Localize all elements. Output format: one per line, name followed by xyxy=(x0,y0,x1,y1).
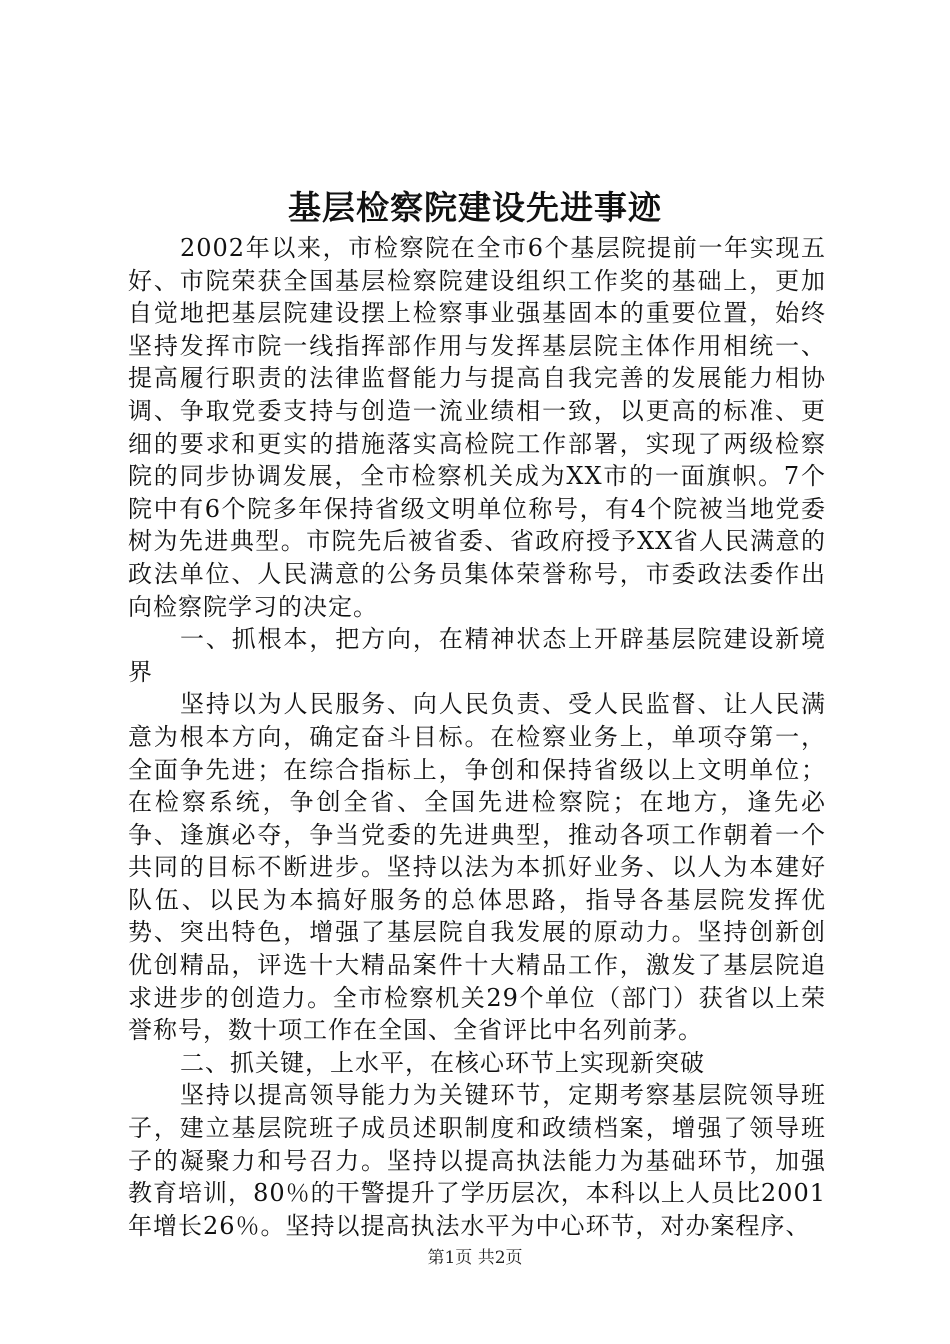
section-heading-2: 二、抓关键，上水平，在核心环节上实现新突破 xyxy=(180,1048,705,1077)
paragraph-section-1: 坚持以为人民服务、向人民负责、受人民监督、让人民满意为根本方向，确定奋斗目标。在检察业务上，单项夺第一，全面争先进；在综合指标上，争创和保持省级以上文明单位；在检察系统，争创全省、全国先进检察院；在地方，逢先必争、逢旗必夺，争当党委的先进典型，推动各项工作朝着一个共同的目标不断进步。坚持以法为本抓好业务、以人为本建好队伍、以民为本搞好服务的总体思路，指导各基层院发挥优势、突出特色，增强了基层院自我发展的原动力。坚持创新创优创精品，评选十大精品案件十大精品工作，激发了基层院追求进步的创造力。全市检察机关29个单位（部门）获省以上荣誉称号，数十项工作在全国、全省评比中名列前茅。 xyxy=(128,690,826,1045)
paragraph-section-2: 坚持以提高领导能力为关键环节，定期考察基层院领导班子，建立基层院班子成员述职制度和政绩档案，增强了领导班子的凝聚力和号召力。坚持以提高执法能力为基础环节，加强教育培训，80％的干警提升了学历层次，本科以上人员比2001年增长26％。坚持以提高执法水平为中心环节，对办案程序、 xyxy=(128,1081,826,1240)
document-body xyxy=(128,232,826,1242)
paragraph-intro: 2002年以来，市检察院在全市6个基层院提前一年实现五好、市院荣获全国基层检察院建设组织工作奖的基础上，更加自觉地把基层院建设摆上检察事业强基固本的重要位置，始终坚持发挥市院一线指挥部作用与发挥基层院主体作用相统一、提高履行职责的法律监督能力与提高自我完善的发展能力相协调、争取党委支持与创造一流业绩相一致，以更高的标准、更细的要求和更实的措施落实高检院工作部署，实现了两级检察院的同步协调发展，全市检察机关成为XX市的一面旗帜。7个院中有6个院多年保持省级文明单位称号，有4个院被当地党委树为先进典型。市院先后被省委、省政府授予XX省人民满意的政法单位、人民满意的公务员集体荣誉称号，市委政法委作出向检察院学习的决定。 xyxy=(128,234,826,621)
page-title: 基层检察院建设先进事迹 xyxy=(288,188,662,227)
section-heading-1: 一、抓根本，把方向，在精神状态上开辟基层院建设新境界 xyxy=(128,625,826,686)
page-number-footer: 第1页 共2页 xyxy=(427,1248,523,1268)
